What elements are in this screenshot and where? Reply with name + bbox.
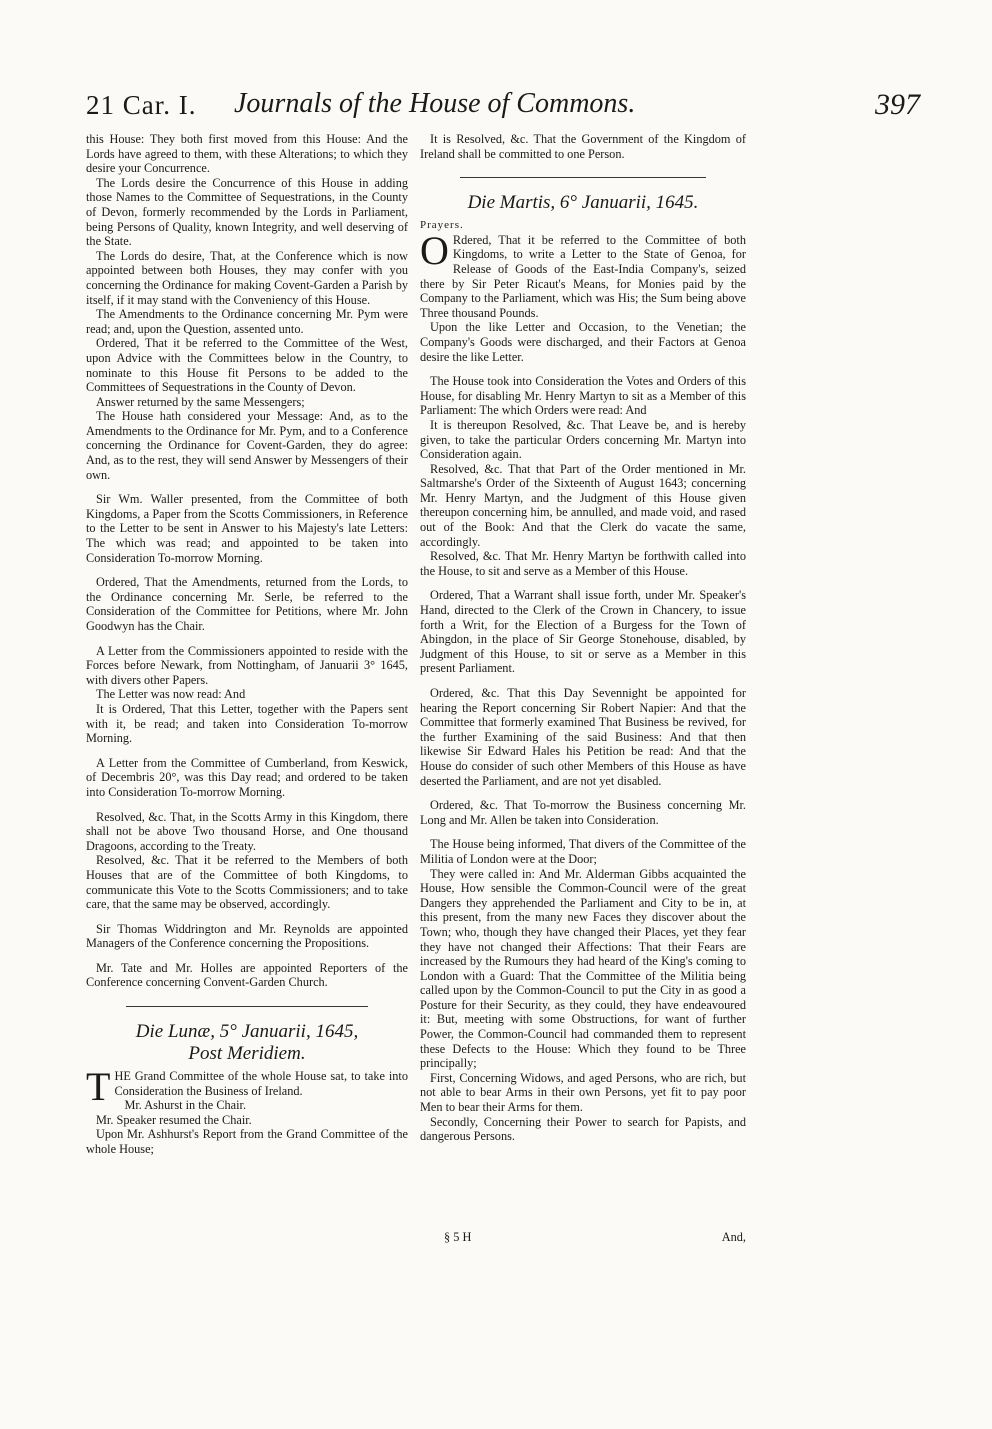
- paragraph: The Letter was now read: And: [96, 687, 246, 702]
- paragraph: [420, 227, 746, 321]
- paragraph: The House being informed, That divers of the Committee of the Militia of London were at the Door;: [420, 837, 746, 866]
- paragraph: Ordered, &c. That To-morrow the Business concerning Mr. Long and Mr. Allen be taken into Consideration.: [420, 798, 746, 827]
- paragraph: Resolved, &c. That that Part of the Order mentioned in Mr. Saltmarshe's Order of the Sixteenth of August 1643; concerning Mr. Henry Martyn, and the Judgment of this House given thereupon concerning him, be annulled, and made void, and rased out of the Book: And that the Clerk do vacate the same, accordingly.: [420, 461, 746, 549]
- regnal-year: 21 Car. I.: [86, 90, 197, 120]
- page-number: 397: [875, 88, 920, 121]
- paragraph: Mr. Tate and Mr. Holles are appointed Reporters of the Conference concerning Convent-Garden Church.: [86, 960, 408, 990]
- paragraph: It is Resolved, &c. That the Government of the Kingdom of Ireland shall be committed to one Person.: [420, 132, 746, 161]
- paragraph: Ordered, That a Warrant shall issue forth, under Mr. Speaker's Hand, directed to the Clerk of the Crown in Chancery, to issue forth a Writ, for the Election of a Burgess for the Town of Abingdon, in the place of Sir George Stonehouse, disabled, by Judgment of this House, to sit or serve as a Member in this present Parliament.: [420, 588, 746, 676]
- paragraph: Ordered, &c. That this Day Sevennight be appointed for hearing the Report concerning Sir Robert Napier: And that the Committee that formerly examined That Business be revived, for the further Examining of the said Business: And that then likewise Sir Edward Hales his Petition be read: And that the House do consider of such other Members of this House as have deserted the Parliament, and are not yet disabled.: [420, 686, 746, 788]
- paragraph: Secondly, Concerning their Power to search for Papists, and dangerous Persons.: [420, 1114, 746, 1144]
- section-heading: [86, 1021, 408, 1065]
- left-column: [86, 132, 408, 1157]
- catchword: And,: [721, 1230, 746, 1244]
- paragraph: Mr. Speaker resumed the Chair.: [96, 1112, 252, 1127]
- paragraph: The Amendments to the Ordinance concerning Mr. Pym were read; and, upon the Question, assented unto.: [86, 307, 408, 336]
- paragraph: It is thereupon Resolved, &c. That Leave be, and is hereby given, to take the particular Orders concerning Mr. Martyn into Consideration again.: [420, 417, 746, 462]
- section-rule: [460, 177, 706, 178]
- paragraph: A Letter from the Commissioners appointed to reside with the Forces before Newark, from Nottingham, of Januarii 3° 1645, with divers other Papers.: [86, 643, 408, 687]
- paragraph-text: HE Grand Committee of the whole House sat, to take into Consideration the Business of Ireland.: [114, 1069, 408, 1098]
- paragraph: Answer returned by the same Messengers;: [96, 394, 305, 409]
- paragraph: A Letter from the Committee of Cumberland, from Keswick, of Decembris 20°, was this Day read; and ordered to be taken into Consideration To-morrow Morning.: [86, 755, 408, 799]
- signature-mark: § 5 H: [444, 1230, 472, 1244]
- paragraph: First, Concerning Widows, and aged Persons, who are rich, but not able to bear Arms in their own Persons, yet fit to pay poor Men to bear their Arms for them.: [420, 1070, 746, 1115]
- paragraph: Resolved, &c. That Mr. Henry Martyn be forthwith called into the House, to sit and serve as a Member of this House.: [420, 549, 746, 578]
- paragraph: The House took into Consideration the Votes and Orders of this House, for disabling Mr. Henry Martyn to sit as a Member of this Parliament: The which Orders were read: And: [420, 374, 746, 418]
- paragraph: Mr. Ashurst in the Chair.: [124, 1098, 247, 1113]
- paragraph: Sir Thomas Widdrington and Mr. Reynolds are appointed Managers of the Conference concerning the Propositions.: [86, 921, 408, 951]
- paragraph: Ordered, That the Amendments, returned from the Lords, to the Ordinance concerning Mr. Serle, be referred to the Consideration of the Committee for Petitions, where Mr. John Goodwyn has the Chair.: [86, 575, 408, 633]
- drop-cap: T: [86, 1064, 111, 1110]
- paragraph: Resolved, &c. That it be referred to the Members of both Houses that are of the Committee of both Kingdoms, to communicate this Vote to the Scotts Commissioners; and to take care, that the same may be observed, accordingly.: [86, 853, 408, 912]
- section-rule: [126, 1006, 368, 1007]
- running-title: Journals of the House of Commons.: [234, 88, 636, 119]
- heading-date: Die Lunæ, 5° Januarii, 1645,: [135, 1021, 359, 1043]
- paragraph: Ordered, That it be referred to the Committee of the West, upon Advice with the Committees below in the Country, to nominate to this House fit Persons to be added to the Committees of Sequestrations in the County of Devon.: [86, 336, 408, 395]
- heading-subtitle: Post Meridiem.: [188, 1043, 306, 1065]
- section-heading: Die Martis, 6° Januarii, 1645.: [467, 192, 699, 214]
- paragraph: Upon the like Letter and Occasion, to the Venetian; the Company's Goods were discharged, and their Factors at Genoa desire the like Letter.: [420, 320, 746, 364]
- paragraph: They were called in: And Mr. Alderman Gibbs acquainted the House, How sensible the Common-Council were of the great Dangers they apprehended the Parliament and City to be in, at this present, from the many new Faces they discover about the Town; who, though they have changed their Places, yet they fear they have not changed their Affections: That their Fears are increased by the Rumours they had heard of the King's coming to London with a Guard: That the Committee of the Militia being called upon by the Common-Council to put the City in as good a Posture for their Security, as they could, they have endeavoured it: But, meeting with some Obstructions, for want of further Power, the Common-Council had commanded them to represent these Defects to the House: Which they found to be Three principally;: [420, 866, 746, 1071]
- paragraph: Upon Mr. Ashhurst's Report from the Grand Committee of the whole House;: [86, 1127, 408, 1157]
- paragraph: The Lords do desire, That, at the Conference which is now appointed between both Houses, they may confer with you concerning the Ordinance for making Covent-Garden a Parish by itself, if it may stand with the Conveniency of this House.: [86, 248, 408, 307]
- paragraph: The House hath considered your Message: And, as to the Amendments to the Ordinance for Mr. Pym, and to a Conference concerning the Ordinance for Covent-Garden, they do agree: And, as to the rest, they will send Answer by Messengers of their own.: [86, 409, 408, 482]
- drop-cap: O: [420, 227, 449, 273]
- paragraph: Resolved, &c. That, in the Scotts Army in this Kingdom, there shall not be above Two thousand Horse, and One thousand Dragoons, according to the Treaty.: [86, 809, 408, 853]
- prayers-label: Prayers.: [420, 219, 464, 232]
- paragraph: this House: They both first moved from this House: And the Lords have agreed to them, with these Alterations; to which they desire your Concurrence.: [86, 132, 408, 176]
- paragraph: It is Ordered, That this Letter, together with the Papers sent with it, be read; and taken into Consideration To-morrow Morning.: [86, 701, 408, 746]
- page-header: [86, 86, 920, 132]
- paragraph: The Lords desire the Concurrence of this House in adding those Names to the Committee of Sequestrations, in the County of Devon, formerly recommended by the Lords in Parliament, being Persons of Quality, known Integrity, and well deserving of the State.: [86, 175, 408, 249]
- right-column: [420, 132, 746, 1144]
- paragraph: Sir Wm. Waller presented, from the Committee of both Kingdoms, a Paper from the Scotts Commissioners, in Reference to the Letter to be sent in Answer to his Majesty's late Letters: The which was read; and appointed to be taken into Consideration To-morrow Morning.: [86, 492, 408, 565]
- paragraph-text: Rdered, That it be referred to the Committee of both Kingdoms, to write a Letter to the State of Genoa, for Release of Goods of the East-India Company's, seized there by Sir Peter Ricaut's Means, for Monies paid by the Company to the Parliament, which was His; the Sum being above Three thousand Pounds.: [420, 232, 746, 320]
